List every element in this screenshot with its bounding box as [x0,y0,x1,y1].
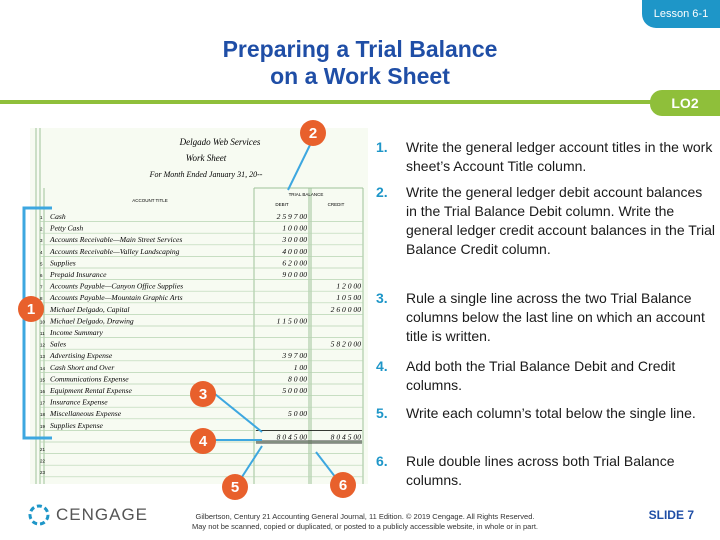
account-title: Income Summary [50,328,103,337]
title-line-2: on a Work Sheet [270,63,450,89]
credit-amount: 1 2 0 00 [336,281,361,291]
title-line-1: Preparing a Trial Balance [222,36,498,62]
row-number: 3 [40,238,43,244]
account-title: Supplies Expense [50,420,103,430]
account-title: Advertising Expense [50,351,113,361]
step-badge-1: 1 [18,296,44,322]
row-number: 19 [40,423,46,429]
step-2 [376,183,716,259]
account-title: Accounts Payable—Canyon Office Supplies [50,281,184,291]
debit-amount: 8 0 4 5 00 [276,432,307,442]
debit-amount: 4 0 0 00 [282,246,307,256]
account-title: Cash [50,212,66,221]
row-number: 12 [40,342,46,348]
ws-col-account-title: ACCOUNT TITLE [132,198,168,203]
row-number: 23 [40,470,46,476]
ws-col-debit: DEBIT [275,202,289,207]
ws-company: Delgado Web Services [179,137,261,147]
step-badge-5: 5 [222,474,248,500]
row-number: 8 [40,296,43,302]
step-number: 2. [376,184,388,200]
copyright-line-2: May not be scanned, copied or duplicated, or posted to a publicly accessible website, in whole or in part. [191,522,539,531]
lo-tab: LO2 [650,90,720,116]
step-badge-3: 3 [190,381,216,407]
row-number: 10 [40,319,46,325]
step-text: Write each column’s total below the single line. [406,405,696,421]
row-number: 16 [40,389,46,394]
step-6 [376,452,716,490]
step-text: Write the general ledger debit account balances in the Trial Balance Debit column. Write the general ledger credit account balances in the Trial Balance Credit column. [406,184,715,257]
ws-period: For Month Ended January 31, 20-- [149,170,263,179]
credit-amount: 1 0 5 00 [336,293,361,303]
debit-amount: 6 2 0 00 [282,258,307,268]
step-number: 5. [376,405,388,421]
cengage-wordmark: CENGAGE [56,505,149,524]
step-number: 1. [376,139,388,155]
account-title: Insurance Expense [50,397,108,407]
step-number: 4. [376,358,388,374]
credit-amount: 5 8 2 0 00 [330,339,361,349]
row-number: 4 [40,249,43,255]
debit-amount: 1 1 5 0 00 [276,316,307,326]
row-number: 6 [40,273,43,278]
account-title: Accounts Receivable—Valley Landscaping [50,246,180,256]
debit-amount: 5 0 00 [288,409,307,419]
account-title: Michael Delgado, Drawing [50,316,134,326]
row-number: 1 [40,215,43,220]
row-number: 18 [40,412,46,418]
debit-amount: 1 0 0 00 [282,223,307,233]
account-title: Miscellaneous Expense [50,409,122,419]
slide-number: SLIDE 7 [648,508,694,522]
account-title: Supplies [50,258,76,268]
worksheet-row [40,459,46,464]
debit-amount: 1 00 [293,362,307,372]
debit-amount: 9 0 0 00 [282,270,307,279]
account-title: Michael Delgado, Capital [50,304,130,314]
ws-sheet: Work Sheet [185,153,227,163]
ws-col-credit: CREDIT [327,202,345,207]
account-title: Sales [50,339,67,349]
account-title: Accounts Receivable—Main Street Services [50,235,183,245]
account-title: Cash Short and Over [50,362,115,372]
copyright-line-1: Gilbertson, Century 21 Accounting General Journal, 11 Edition. © 2019 Cengage. All Rights Reserved. [195,512,535,521]
step-badge-6: 6 [330,472,356,498]
step-1 [376,138,716,176]
debit-amount: 3 9 7 00 [282,351,307,361]
row-number: 17 [40,400,46,406]
row-number: 15 [40,377,46,383]
account-title: Accounts Payable—Mountain Graphic Arts [50,293,183,303]
cengage-logo [28,504,148,526]
worksheet-row [40,328,104,337]
row-number: 22 [40,458,46,464]
slide-title [150,36,570,90]
credit-amount: 8 0 4 5 00 [330,432,361,442]
step-text: Write the general ledger account titles in the work sheet’s Account Title column. [406,139,713,174]
lesson-tab: Lesson 6-1 [642,0,720,28]
worksheet-row [40,447,46,452]
debit-amount: 3 0 0 00 [282,235,307,245]
credit-amount: 2 6 0 0 00 [330,304,361,314]
account-title: Petty Cash [50,223,84,233]
row-number: 7 [40,284,43,290]
step-badge-4: 4 [190,428,216,454]
step-4 [376,357,716,395]
row-number: 5 [40,261,43,267]
step-badge-2: 2 [300,120,326,146]
step-text: Add both the Trial Balance Debit and Credit columns. [406,358,676,393]
debit-amount: 2 5 9 7 00 [276,212,307,221]
worksheet-row [40,398,108,407]
row-number: 20 [40,435,46,441]
row-number: 14 [40,365,46,371]
cengage-mark-icon [28,504,50,526]
account-title: Equipment Rental Expense [50,386,132,395]
step-3 [376,289,716,346]
step-text: Rule a single line across the two Trial Balance columns below the last line on which an account title is written. [406,290,705,344]
step-number: 6. [376,453,388,469]
row-number: 11 [40,331,45,336]
row-number: 21 [40,447,46,452]
step-text: Rule double lines across both Trial Balance columns. [406,453,675,488]
worksheet-row [40,470,46,475]
title-rule [0,100,720,104]
row-number: 13 [40,354,46,360]
account-title: Prepaid Insurance [50,270,107,279]
step-number: 3. [376,290,388,306]
debit-amount: 8 0 00 [288,374,307,384]
worksheet-row [40,421,104,430]
ws-col-trial-balance: TRIAL BALANCE [288,192,324,197]
account-title: Communications Expense [50,374,129,384]
step-5 [376,404,716,423]
row-number: 2 [40,226,43,232]
copyright-footer [150,512,580,532]
debit-amount: 5 0 0 00 [282,386,307,395]
